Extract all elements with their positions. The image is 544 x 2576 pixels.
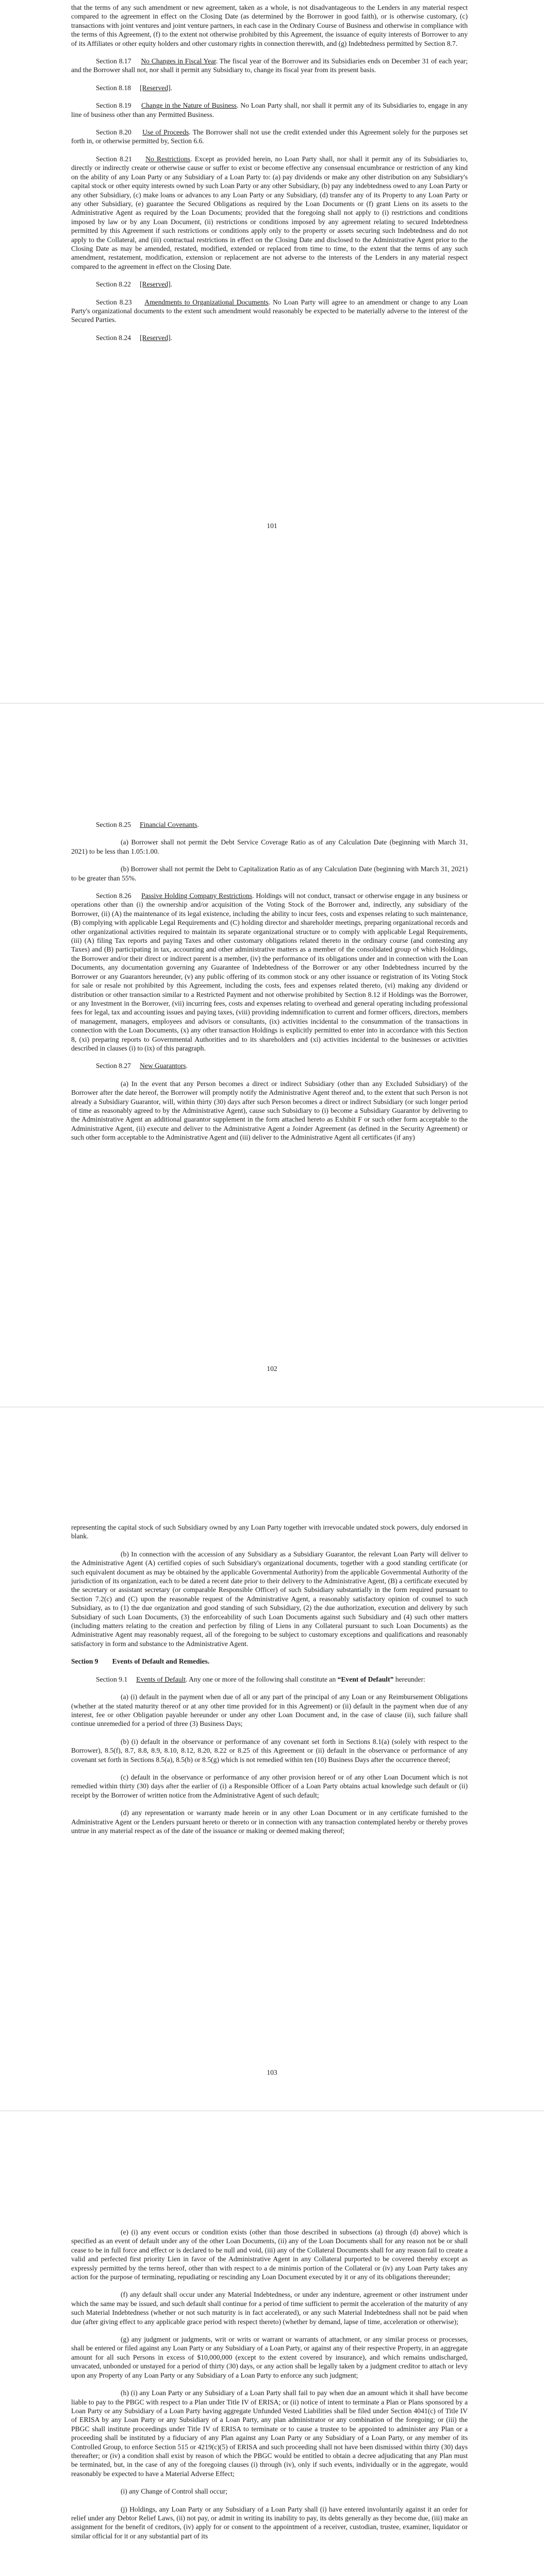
section-8-20: Section 8.20 Use of Proceeds. The Borrower shall not use the credit extended under this Agreement solely for the purposes set forth in, or otherwise permitted by, Section 6.6. [71, 128, 468, 145]
clause-j: (j) Holdings, any Loan Party or any Subsidiary of a Loan Party shall (i) have entered involuntarily against it an order for relief under any Debtor Relief Laws, (ii) not pay, or admit in writing its inability to pay, its debts generally as they become due, (iii) make an assignment for the benefit of creditors, (iv) apply for or consent to the appointment of a receiver, custodian, trustee, examiner, liquidator or similar official for it or any substantial part of its [71, 2505, 468, 2540]
section-title: [Reserved] [139, 83, 171, 92]
page-number: 102 [267, 1365, 277, 1372]
clause-f: (f) any default shall occur under any Material Indebtedness, or under any indenture, agreement or other instrument under which the same may be issued, and such default shall continue for a period of time sufficient to permit the acceleration of the maturity of any such Material Indebtedness (whether or not such maturity is in fact accelerated), or any such Material Indebtedness shall not be paid when due (after giving effect to any applicable grace period with respect thereto) (whether by demand, lapse of time, acceleration or otherwise); [71, 2291, 468, 2326]
clause-b: (b) Borrower shall not permit the Debt to Capitalization Ratio as of any Calculation Date (beginning with March 31, 2021) to be greater than 55%. [71, 865, 468, 882]
page-number: 103 [267, 2069, 277, 2076]
section-8-22: Section 8.22 [Reserved]. [96, 280, 173, 289]
section-title: No Restrictions [145, 155, 190, 163]
section-title: Events of Default [136, 1675, 186, 1683]
clause-i: (i) any Change of Control shall occur; [121, 2487, 227, 2496]
page-number: 101 [267, 522, 277, 530]
section-title: [Reserved] [139, 280, 171, 289]
section-title: Financial Covenants [139, 821, 197, 828]
clause-c: (c) default in the observance or performance of any other provision hereof or of any other Loan Document which is not remedied within thirty (30) days after the earlier of (i) a Responsible Officer of a Loan Party obtains actual knowledge such default or (ii) receipt by the Borrower of written notice from the Administrative Agent of such default; [71, 1773, 468, 1799]
section-8-23: Section 8.23 Amendments to Organizational Documents. No Loan Party will agree to an amendment or change to any Loan Party's organizational documents to the extent such amendment would reasonably be expected to be materially adverse to the interest of the Secured Parties. [71, 298, 468, 324]
section-title: No Changes in Fiscal Year [141, 57, 216, 65]
document-page-102 [0, 704, 544, 1406]
document-page-101 [0, 0, 544, 703]
section-title: [Reserved] [139, 333, 171, 342]
clause-h: (h) (i) any Loan Party or any Subsidiary of a Loan Party shall fail to pay when due an amount which it shall have become liable to pay to the PBGC with respect to a Plan under Title IV of ERISA; or (ii) notice of intent to terminate a Plan or Plans sponsored by a Loan Party or any Subsidiary of a Loan Party having aggregate Unfunded Vested Liabilities shall be filed under Section 4041(c) of Title IV of ERISA by any Loan Party or any Subsidiary of a Loan Party, any plan administrator or any combination of the foregoing; or (iii) the PBGC shall institute proceedings under Title IV of ERISA to terminate or to cause a trustee to be appointed to administer any Plan or a proceeding shall be instituted by a fiduciary of any Plan against any Loan Party or any Subsidiary of a Loan Party, or any member of its Controlled Group, to enforce Section 515 or 4219(c)(5) of ERISA and such proceeding shall not have been dismissed within thirty (30) days thereafter; or (iv) a condition shall exist by reason of which the PBGC would be entitled to obtain a decree adjudicating that any Plan must be terminated, but, in the case of any of the foregoing clauses (i) through (iv), only if such events, individually or in the aggregate, would reasonably be expected to have a Material Adverse Effect; [71, 2389, 468, 2478]
section-8-18: Section 8.18 [Reserved]. [96, 83, 173, 92]
section-title: New Guarantors [139, 1062, 186, 1070]
paragraph: representing the capital stock of such Subsidiary owned by any Loan Party together with irrevocable undated stock powers, duly endorsed in blank. [71, 1523, 468, 1540]
section-title: Use of Proceeds [142, 128, 189, 137]
defined-term: “Event of Default” [337, 1675, 394, 1683]
section-9-heading: Section 9 Events of Default and Remedies. [71, 1657, 210, 1666]
section-8-25: Section 8.25 Financial Covenants. [96, 821, 199, 828]
section-8-21: Section 8.21 No Restrictions. Except as provided herein, no Loan Party shall, nor shall it permit any of its Subsidiaries to, directly or indirectly create or otherwise cause or suffer to exist or become effective any consensual encumbrance or restriction of any kind on the ability of any Loan Party or any Subsidiary of a Loan Party to: (a) pay dividends or make any other distribution on any Subsidiary's capital stock or other equity interests owned by such Loan Party or any other Subsidiary, (b) pay any indebtedness owed to any Loan Party or any other Subsidiary, (c) make loans or advances to any Loan Party or any Subsidiary, (d) transfer any of its Property to any Loan Party or any other Subsidiary, (e) guarantee the Secured Obligations as required by the Loan Documents or (f) grant Liens on its assets to the Administrative Agent as required by the Loan Documents; provided that the foregoing shall not apply to (i) restrictions and conditions imposed by law or by any Loan Document, (ii) restrictions or conditions imposed by any agreement relating to secured Indebtedness permitted by this Agreement if such restrictions or conditions apply only to the property or assets securing such Indebtedness and do not apply to the Collateral, and (iii) contractual restrictions in effect on the Closing Date and disclosed to the Administrative Agent prior to the Closing Date as may be amended, restated, modified, extended or replaced from time to time, to the extent that the terms of any such amendment, restatement, modification, extension or replacement are not adverse to the interests of the Lenders in any material respect compared to the agreement in effect on the Closing Date. [71, 155, 468, 270]
section-title: Change in the Nature of Business [141, 101, 237, 110]
clause-a: (a) (i) default in the payment when due of all or any part of the principal of any Loan or any Reimbursement Obligations (whether at the stated maturity thereof or at any other time provided for in this Agreement) or (ii) default in the payment when due of any interest, fee or other Obligation payable hereunder or under any other Loan Document and, in the case of clause (ii), such failure shall continue unremedied for a period of three (3) Business Days; [71, 1693, 468, 1728]
clause-d: (d) any representation or warranty made herein or in any other Loan Document or in any certificate furnished to the Administrative Agent or the Lenders pursuant hereto or thereto or in connection with any transaction contemplated hereby or thereby proves untrue in any material respect as of the date of the issuance or making or deemed making thereof; [71, 1809, 468, 1835]
section-8-24: Section 8.24 [Reserved]. [96, 333, 173, 342]
clause-a: (a) Borrower shall not permit the Debt Service Coverage Ratio as of any Calculation Date (beginning with March 31, 2021) to be less than 1.05:1.00. [71, 838, 468, 855]
clause-a: (a) In the event that any Person becomes a direct or indirect Subsidiary (other than any Excluded Subsidiary) of the Borrower after the date hereof, the Borrower will promptly notify the Administrative Agent thereof and, to the extent that such Person is not already a Subsidiary Guarantor, will, within thirty (30) days after such Person becomes a direct or indirect Subsidiary (or such longer period of time as reasonably agreed to by the Administrative Agent), cause such Subsidiary to (i) become a Subsidiary Guarantor by delivering to the Administrative Agent an additional guarantor supplement in the form attached hereto as Exhibit F or such other form acceptable to the Administrative Agent, (ii) execute and deliver to the Administrative Agent a Joinder Agreement (as defined in the Security Agreement) or such other form acceptable to the Administrative Agent and (iii) deliver to the Administrative Agent all certificates (if any) [71, 1079, 468, 1142]
clause-b: (b) In connection with the accession of any Subsidiary as a Subsidiary Guarantor, the relevant Loan Party will deliver to the Administrative Agent (A) certified copies of such Subsidiary's organizational documents, together with a good standing certificate (or such equivalent document as may be obtained by the applicable Governmental Authority) from the applicable Governmental Authority of the jurisdiction of its organization, each to be dated a recent date prior to their delivery to the Administrative Agent, (B) a certificate executed by the secretary or assistant secretary (or comparable Responsible Officer) of such Subsidiary substantially in the form required pursuant to Section 7.2(c) and (C) upon the reasonable request of the Administrative Agent, a reasonably satisfactory opinion of counsel to such Subsidiary, as to (1) the due organization and good standing of such Subsidiary, (2) the due authorization, execution and delivery by such Subsidiary of such Loan Documents, (3) the enforceability of such Loan Documents against such Subsidiary and (4) such other matters (including matters relating to the creation and perfection by filing of Liens in any Collateral pursuant to such Loan Documents) as the Administrative Agent may reasonably request, all of the foregoing to be subject to customary exceptions and qualifications and reasonably satisfactory in form and substance to the Administrative Agent. [71, 1550, 468, 1648]
clause-b: (b) (i) default in the observance or performance of any covenant set forth in Sections 8.1(a) (solely with respect to the Borrower), 8.5(f), 8.7, 8.8, 8.9, 8.10, 8.12, 8.20, 8.22 or 8.25 of this Agreement or (ii) default in the observance or performance of any covenant set forth in Sections 8.5(a), 8.5(b) or 8.5(g) which is not remedied within ten (10) Business Days after the occurrence thereof; [71, 1737, 468, 1764]
section-8-17: Section 8.17 No Changes in Fiscal Year. The fiscal year of the Borrower and its Subsidiaries ends on December 31 of each year; and the Borrower shall not, nor shall it permit any Subsidiary to, change its fiscal year from its present basis. [71, 57, 468, 74]
document-page-103 [0, 1408, 544, 2110]
clause-g: (g) any judgment or judgments, writ or writs or warrant or warrants of attachment, or any similar process or processes, shall be entered or filed against any Loan Party or any Subsidiary of a Loan Party, or against any of their respective Property, in an aggregate amount for all such Persons in excess of $10,000,000 (except to the extent covered by insurance), and which remains undischarged, unvacated, unbonded or unstayed for a period of thirty (30) days, or any action shall be legally taken by a judgment creditor to attach or levy upon any Property of any Loan Party or any Subsidiary of a Loan Party to enforce any such judgment; [71, 2335, 468, 2379]
section-8-19: Section 8.19 Change in the Nature of Business. No Loan Party shall, nor shall it permit any of its Subsidiaries to, engage in any line of business other than any Permitted Business. [71, 101, 468, 118]
paragraph: that the terms of any such amendment or new agreement, taken as a whole, is not disadvantageous to the Lenders in any material respect compared to the agreement in effect on the Closing Date (as determined by the Borrower in good faith), or is otherwise customary, (c) transactions with joint ventures and joint venture partners, in each case in the Ordinary Course of Business and otherwise in compliance with the terms of this Agreement, (f) to the extent not otherwise prohibited by this Agreement, the issuance of equity interests of Borrower to any of its Affiliates or other equity holders and other customary rights in connection therewith, and (g) Indebtedness permitted by Section 8.7. [71, 4, 468, 47]
section-9-1: Section 9.1 Events of Default. Any one or more of the following shall constitute an “Event of Default” hereunder: [96, 1675, 425, 1683]
section-8-27: Section 8.27 New Guarantors. [96, 1062, 188, 1070]
clause-e: (e) (i) any event occurs or condition exists (other than those described in subsections (a) through (d) above) which is specified as an event of default under any of the other Loan Documents, (ii) any of the Loan Documents shall for any reason not be or shall cease to be in full force and effect or is declared to be null and void, (iii) any of the Collateral Documents shall for any reason fail to create a valid and perfected first priority Lien in favor of the Administrative Agent in any Collateral purported to be covered thereby except as expressly permitted by the terms hereof, other than with respect to a de minimis portion of the Collateral or (iv) any Loan Party takes any action for the purpose of terminating, repudiating or rescinding any Loan Document executed by it or any of its obligations thereunder; [71, 2228, 468, 2281]
document-page-104 [0, 2111, 544, 2576]
section-title: Amendments to Organizational Documents [144, 298, 269, 306]
section-title: Passive Holding Company Restrictions [141, 892, 253, 900]
section-8-26: Section 8.26 Passive Holding Company Restrictions. Holdings will not conduct, transact or otherwise engage in any business or operations other than (i) the ownership and/or acquisition of the Voting Stock of the Borrower and, indirectly, any subsidiary of the Borrower, (ii) (A) the maintenance of its legal existence, including the ability to incur fees, costs and expenses relating to such maintenance, (B) complying with applicable Legal Requirements and (C) holding director and shareholder meetings, preparing organizational records and other organizational activities required to maintain its separate organizational structure or to comply with applicable Legal Requirements, (iii) (A) filing Tax reports and paying Taxes and other customary obligations related thereto in the ordinary course (and contesting any Taxes) and (B) participating in tax, accounting and other administrative matters as a member of the consolidated group of which Holdings, the Borrower and/or their direct or indirect parent is a member, (iv) the performance of its obligations under and in connection with the Loan Documents, any documentation governing any Guarantee of Indebtedness of the Borrower or any other Indebtedness incurred by the Borrower or any Guarantors hereunder, (v) any public offering of its common stock or any other issuance or registration of its Voting Stock for sale or resale not prohibited by this Agreement, including the costs, fees and expenses related thereto, (vi) making any dividend or distribution or other transaction similar to a Restricted Payment and not otherwise prohibited by Section 8.12 if Holdings was the Borrower, or any Investment in the Borrower, (vii) incurring fees, costs and expenses relating to overhead and general operating including professional fees for legal, tax and accounting issues and paying taxes, (viii) providing indemnification to current and former officers, directors, members of management, managers, employees and advisors or consultants, (ix) activities incidental to the consummation of the transactions in connection with the Loan Documents, (x) any other transaction Holdings is explicitly permitted to enter into in accordance with this Section 8, (xi) preparing reports to Governmental Authorities and to its shareholders and (xi) activities incidental to the businesses or activities described in clauses (i) to (ix) of this paragraph. [71, 892, 468, 1052]
